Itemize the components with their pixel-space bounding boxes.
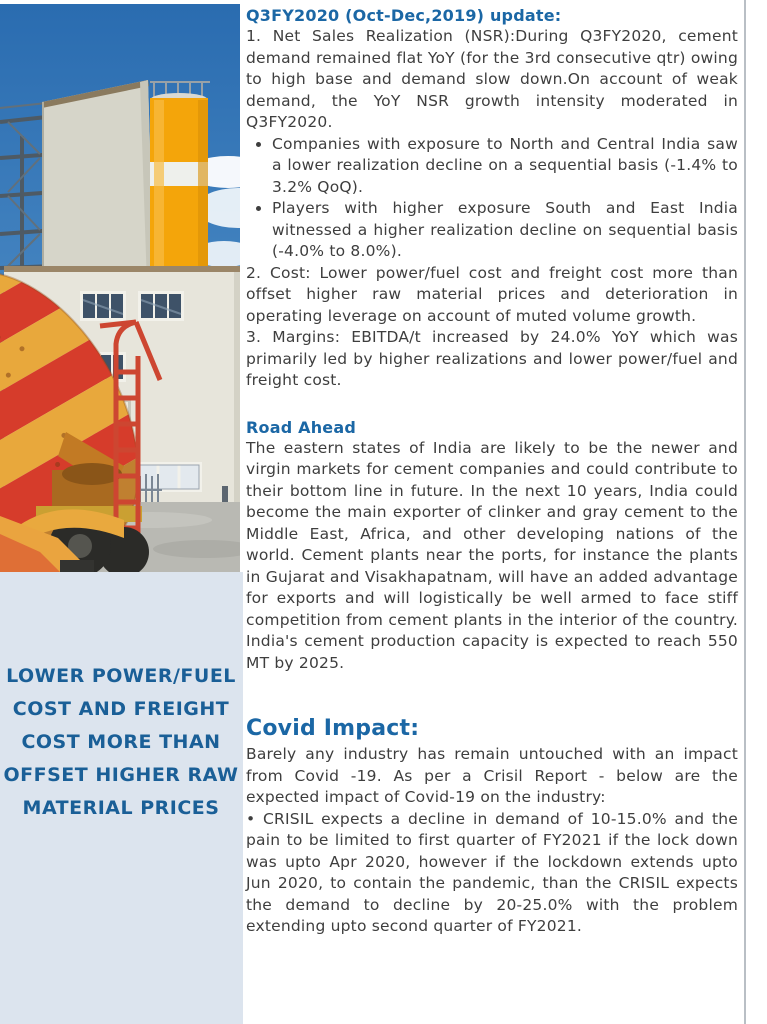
- right-vertical-rule: [744, 0, 746, 1024]
- paragraph-margins: 3. Margins: EBITDA/t increased by 24.0% YoY which was primarily led by higher realizations and lower power/fuel and freight cost.: [246, 328, 738, 389]
- paragraph-road-ahead: The eastern states of India are likely to be the newer and virgin markets for cement companies and could contribute to their bottom line in future. In the next 10 years, India could become the main exporter of clinker and gray cement to the Middle East, Africa, and other developing nations of the world. Cement plants near the ports, for instance the plants in Gujarat and Visakhapatnam, will have an added advantage for exports and will logistically be well armed to face stiff competition from cement plants in the interior of the country. India's cement production capacity is expected to reach 550 MT by 2025.: [246, 438, 738, 672]
- paragraph-net-sales-realization: 1. Net Sales Realization (NSR):During Q3FY2020, cement demand remained flat YoY (for the 3rd consecutive qtr) owing to high base and demand slow down.On account of weak demand, the YoY NSR growth intensity moderated in Q3FY2020.: [246, 27, 738, 131]
- list-item: • Companies with exposure to North and Central India saw a lower realization decline on a sequential basis (-1.4% to 3.2% QoQ).: [272, 134, 738, 199]
- section-heading-road-ahead: Road Ahead: [246, 417, 357, 437]
- list-item: • Players with higher exposure South and East India witnessed a higher realization decline on sequential basis (-4.0% to 8.0%).: [272, 198, 738, 263]
- quote-panel: [0, 572, 243, 1024]
- paragraph-covid-crisil-bullet: • CRISIL expects a decline in demand of 10-15.0% and the pain to be limited to first quarter of FY2021 if the lock down was upto Apr 2020, however if the lockdown extends upto Jun 2020, to contain the pandemic, than the CRISIL expects the demand to decline by 20-25.0% with the problem extending upto second quarter of FY2021.: [246, 809, 738, 935]
- article-body: [246, 6, 738, 938]
- section-heading-q3fy2020-update: Q3FY2020 (Oct-Dec,2019) update:: [246, 6, 562, 25]
- left-sidebar: [0, 0, 243, 1024]
- paragraph-covid-intro: Barely any industry has remain untouched with an impact from Covid -19. As per a Crisil Report - below are the expected impact of Covid-19 on the industry:: [246, 745, 738, 806]
- paragraph-cost: 2. Cost: Lower power/fuel cost and freight cost more than offset higher raw material prices and deterioration in operating leverage on account of muted volume growth.: [246, 263, 738, 325]
- cement-plant-photo: [0, 4, 240, 572]
- realization-bullet-list: [246, 134, 738, 263]
- section-heading-covid-impact: Covid Impact:: [246, 716, 420, 741]
- pull-quote: LOWER POWER/FUEL COST AND FREIGHT COST MORE THAN OFFSET HIGHER RAW MATERIAL PRICES: [3, 665, 239, 819]
